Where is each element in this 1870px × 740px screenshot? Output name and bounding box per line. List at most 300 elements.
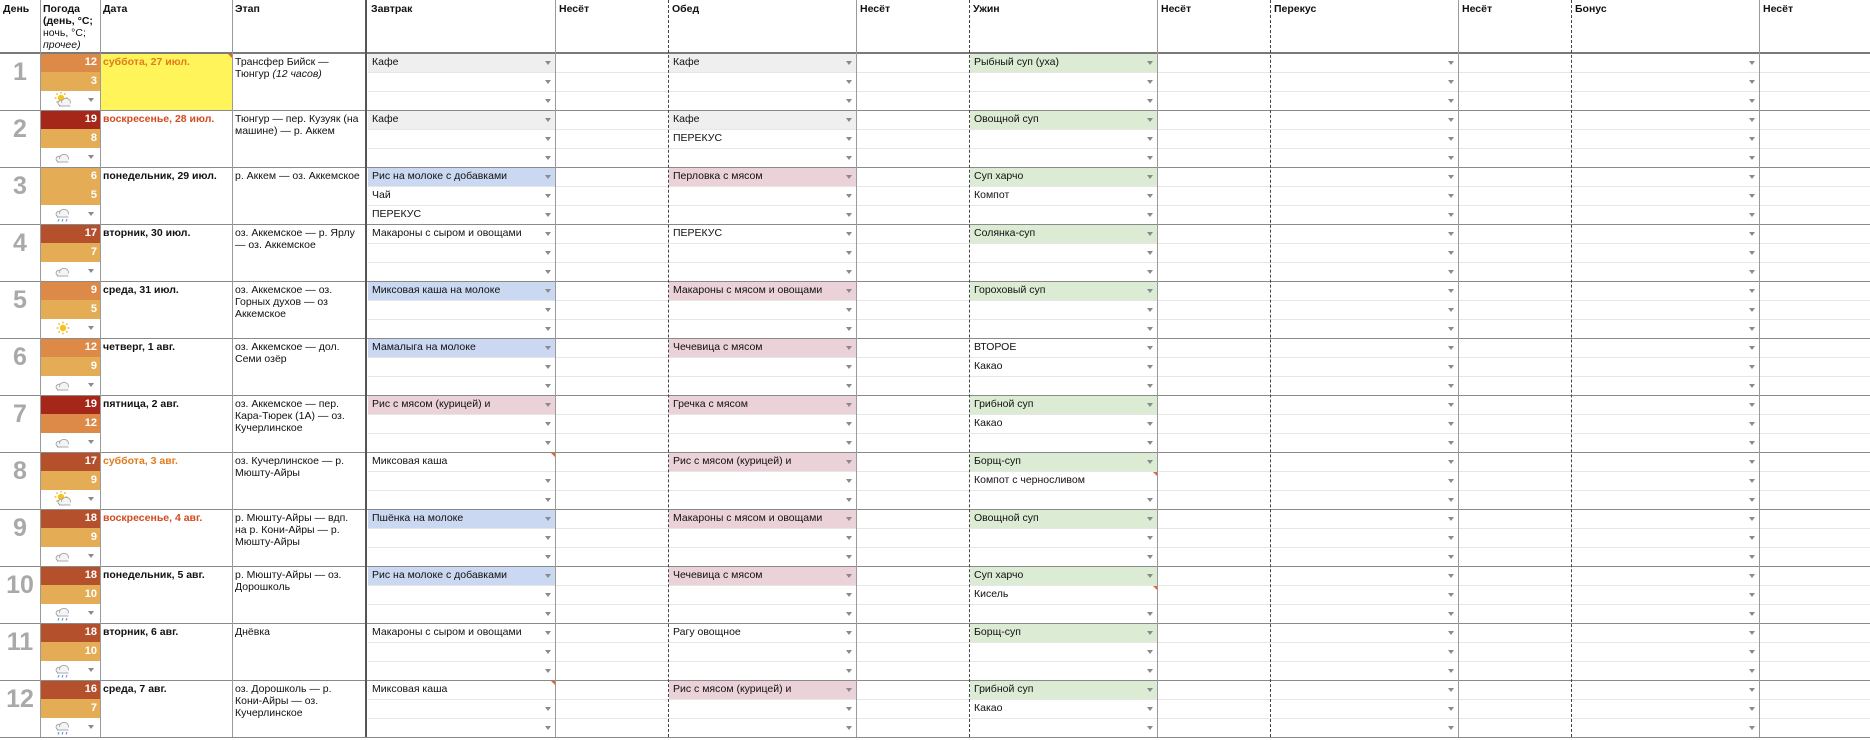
lunch-dish-cell[interactable] [669, 281, 856, 300]
bonus-dish-cell[interactable] [1572, 490, 1759, 509]
snack-dish-cell[interactable] [1271, 452, 1458, 471]
lunch-dish-cell[interactable] [669, 205, 856, 224]
dinner-dish-cell[interactable] [970, 433, 1157, 452]
dropdown-arrow-icon[interactable] [1147, 555, 1153, 559]
bonus-dish-cell[interactable] [1572, 281, 1759, 300]
breakfast-dish-cell[interactable] [368, 585, 555, 604]
dropdown-arrow-icon[interactable] [1147, 460, 1153, 464]
stage-cell[interactable] [232, 566, 364, 623]
night-temperature[interactable]: 9 [40, 528, 100, 547]
dropdown-arrow-icon[interactable] [1448, 422, 1454, 426]
lunch-carrier-cell[interactable] [857, 661, 969, 680]
night-temperature[interactable]: 10 [40, 642, 100, 661]
stage-cell[interactable] [232, 281, 364, 338]
breakfast-dish-cell[interactable] [368, 110, 555, 129]
bonus-carrier-cell[interactable] [1760, 414, 1870, 433]
snack-carrier-cell[interactable] [1459, 642, 1571, 661]
lunch-dish-cell[interactable] [669, 243, 856, 262]
bonus-dish-cell[interactable] [1572, 566, 1759, 585]
header-breakfast[interactable]: Завтрак [371, 3, 413, 15]
dropdown-arrow-icon[interactable] [1749, 479, 1755, 483]
snack-carrier-cell[interactable] [1459, 319, 1571, 338]
dropdown-arrow-icon[interactable] [1448, 479, 1454, 483]
bonus-dish-cell[interactable] [1572, 699, 1759, 718]
dropdown-arrow-icon[interactable] [545, 612, 551, 616]
breakfast-carrier-cell[interactable] [556, 528, 668, 547]
dropdown-arrow-icon[interactable] [1147, 517, 1153, 521]
lunch-carrier-cell[interactable] [857, 642, 969, 661]
bonus-dish-cell[interactable] [1572, 243, 1759, 262]
dropdown-arrow-icon[interactable] [1749, 403, 1755, 407]
bonus-dish-cell[interactable] [1572, 433, 1759, 452]
dropdown-arrow-icon[interactable] [846, 517, 852, 521]
snack-carrier-cell[interactable] [1459, 699, 1571, 718]
bonus-carrier-cell[interactable] [1760, 110, 1870, 129]
snack-dish-cell[interactable] [1271, 509, 1458, 528]
dinner-carrier-cell[interactable] [1158, 490, 1270, 509]
header-carries-4[interactable]: Несёт [1462, 3, 1493, 15]
snack-dish-cell[interactable] [1271, 262, 1458, 281]
dropdown-arrow-icon[interactable] [1147, 289, 1153, 293]
date-cell[interactable] [100, 680, 232, 737]
bonus-carrier-cell[interactable] [1760, 395, 1870, 414]
header-snack[interactable]: Перекус [1274, 3, 1317, 15]
dropdown-arrow-icon[interactable] [1749, 612, 1755, 616]
dinner-carrier-cell[interactable] [1158, 300, 1270, 319]
lunch-carrier-cell[interactable] [857, 509, 969, 528]
dropdown-arrow-icon[interactable] [1749, 441, 1755, 445]
breakfast-dish-cell[interactable] [368, 395, 555, 414]
snack-carrier-cell[interactable] [1459, 680, 1571, 699]
breakfast-dish-cell[interactable] [368, 718, 555, 737]
snack-dish-cell[interactable] [1271, 72, 1458, 91]
bonus-carrier-cell[interactable] [1760, 604, 1870, 623]
bonus-carrier-cell[interactable] [1760, 376, 1870, 395]
dinner-dish-cell[interactable] [970, 262, 1157, 281]
snack-dish-cell[interactable] [1271, 224, 1458, 243]
bonus-carrier-cell[interactable] [1760, 53, 1870, 72]
breakfast-dish-cell[interactable] [368, 224, 555, 243]
dinner-dish-cell[interactable] [970, 490, 1157, 509]
dinner-carrier-cell[interactable] [1158, 414, 1270, 433]
breakfast-dish-cell[interactable] [368, 547, 555, 566]
snack-carrier-cell[interactable] [1459, 338, 1571, 357]
dropdown-arrow-icon[interactable] [1749, 61, 1755, 65]
snack-carrier-cell[interactable] [1459, 148, 1571, 167]
bonus-carrier-cell[interactable] [1760, 585, 1870, 604]
snack-carrier-cell[interactable] [1459, 395, 1571, 414]
dropdown-arrow-icon[interactable] [1749, 555, 1755, 559]
dinner-dish-cell[interactable] [970, 205, 1157, 224]
dropdown-arrow-icon[interactable] [1749, 726, 1755, 730]
breakfast-carrier-cell[interactable] [556, 281, 668, 300]
dropdown-arrow-icon[interactable] [1749, 498, 1755, 502]
day-temperature[interactable]: 18 [40, 623, 100, 642]
snack-carrier-cell[interactable] [1459, 262, 1571, 281]
stage-cell[interactable] [232, 623, 364, 680]
bonus-carrier-cell[interactable] [1760, 243, 1870, 262]
dropdown-arrow-icon[interactable] [1147, 669, 1153, 673]
dropdown-arrow-icon[interactable] [1147, 707, 1153, 711]
breakfast-dish-cell[interactable] [368, 53, 555, 72]
night-temperature[interactable]: 12 [40, 414, 100, 433]
dropdown-arrow-icon[interactable] [846, 270, 852, 274]
stage-cell[interactable] [232, 167, 364, 224]
breakfast-carrier-cell[interactable] [556, 623, 668, 642]
dropdown-arrow-icon[interactable] [545, 156, 551, 160]
breakfast-carrier-cell[interactable] [556, 604, 668, 623]
weather-icon-cell[interactable] [40, 205, 100, 224]
snack-carrier-cell[interactable] [1459, 243, 1571, 262]
snack-dish-cell[interactable] [1271, 414, 1458, 433]
dinner-carrier-cell[interactable] [1158, 433, 1270, 452]
dropdown-arrow-icon[interactable] [846, 61, 852, 65]
breakfast-carrier-cell[interactable] [556, 452, 668, 471]
dinner-carrier-cell[interactable] [1158, 53, 1270, 72]
lunch-carrier-cell[interactable] [857, 471, 969, 490]
weather-icon-cell[interactable] [40, 604, 100, 623]
dropdown-arrow-icon[interactable] [1749, 327, 1755, 331]
breakfast-dish-cell[interactable] [368, 262, 555, 281]
stage-cell[interactable] [232, 452, 364, 509]
snack-dish-cell[interactable] [1271, 91, 1458, 110]
dropdown-arrow-icon[interactable] [1749, 99, 1755, 103]
dropdown-arrow-icon[interactable] [545, 118, 551, 122]
breakfast-carrier-cell[interactable] [556, 72, 668, 91]
snack-carrier-cell[interactable] [1459, 167, 1571, 186]
dropdown-arrow-icon[interactable] [545, 213, 551, 217]
bonus-carrier-cell[interactable] [1760, 452, 1870, 471]
lunch-dish-cell[interactable] [669, 585, 856, 604]
lunch-dish-cell[interactable] [669, 452, 856, 471]
lunch-carrier-cell[interactable] [857, 72, 969, 91]
breakfast-carrier-cell[interactable] [556, 300, 668, 319]
dropdown-arrow-icon[interactable] [846, 555, 852, 559]
day-temperature[interactable]: 6 [40, 167, 100, 186]
dropdown-arrow-icon[interactable] [1749, 137, 1755, 141]
lunch-dish-cell[interactable] [669, 395, 856, 414]
snack-dish-cell[interactable] [1271, 186, 1458, 205]
lunch-carrier-cell[interactable] [857, 376, 969, 395]
bonus-carrier-cell[interactable] [1760, 566, 1870, 585]
day-temperature[interactable]: 17 [40, 224, 100, 243]
dropdown-arrow-icon[interactable] [846, 232, 852, 236]
date-cell[interactable] [100, 110, 232, 167]
dropdown-arrow-icon[interactable] [1448, 61, 1454, 65]
day-temperature[interactable]: 17 [40, 452, 100, 471]
bonus-dish-cell[interactable] [1572, 718, 1759, 737]
dropdown-arrow-icon[interactable] [545, 232, 551, 236]
snack-dish-cell[interactable] [1271, 395, 1458, 414]
lunch-carrier-cell[interactable] [857, 528, 969, 547]
lunch-carrier-cell[interactable] [857, 547, 969, 566]
dropdown-arrow-icon[interactable] [545, 289, 551, 293]
snack-dish-cell[interactable] [1271, 585, 1458, 604]
dropdown-arrow-icon[interactable] [1448, 726, 1454, 730]
snack-carrier-cell[interactable] [1459, 53, 1571, 72]
lunch-carrier-cell[interactable] [857, 262, 969, 281]
breakfast-dish-cell[interactable] [368, 319, 555, 338]
dropdown-arrow-icon[interactable] [1448, 612, 1454, 616]
dinner-carrier-cell[interactable] [1158, 243, 1270, 262]
dropdown-arrow-icon[interactable] [1147, 726, 1153, 730]
dropdown-arrow-icon[interactable] [846, 612, 852, 616]
dropdown-arrow-icon[interactable] [1448, 517, 1454, 521]
date-cell[interactable] [100, 338, 232, 395]
dropdown-arrow-icon[interactable] [846, 422, 852, 426]
dropdown-arrow-icon[interactable] [1448, 308, 1454, 312]
dropdown-arrow-icon[interactable] [1448, 650, 1454, 654]
night-temperature[interactable]: 8 [40, 129, 100, 148]
stage-cell[interactable] [232, 509, 364, 566]
day-temperature[interactable]: 12 [40, 53, 100, 72]
lunch-dish-cell[interactable] [669, 167, 856, 186]
snack-carrier-cell[interactable] [1459, 585, 1571, 604]
dinner-dish-cell[interactable] [970, 281, 1157, 300]
dropdown-arrow-icon[interactable] [88, 326, 94, 330]
lunch-dish-cell[interactable] [669, 490, 856, 509]
snack-carrier-cell[interactable] [1459, 718, 1571, 737]
snack-carrier-cell[interactable] [1459, 224, 1571, 243]
dinner-carrier-cell[interactable] [1158, 566, 1270, 585]
breakfast-carrier-cell[interactable] [556, 224, 668, 243]
dropdown-arrow-icon[interactable] [1448, 175, 1454, 179]
dropdown-arrow-icon[interactable] [1448, 403, 1454, 407]
lunch-dish-cell[interactable] [669, 72, 856, 91]
dropdown-arrow-icon[interactable] [846, 536, 852, 540]
dropdown-arrow-icon[interactable] [1448, 669, 1454, 673]
snack-dish-cell[interactable] [1271, 319, 1458, 338]
dinner-carrier-cell[interactable] [1158, 642, 1270, 661]
lunch-dish-cell[interactable] [669, 91, 856, 110]
bonus-carrier-cell[interactable] [1760, 661, 1870, 680]
weather-icon-cell[interactable] [40, 148, 100, 167]
bonus-carrier-cell[interactable] [1760, 547, 1870, 566]
dinner-dish-cell[interactable] [970, 319, 1157, 338]
breakfast-dish-cell[interactable] [368, 357, 555, 376]
dropdown-arrow-icon[interactable] [88, 497, 94, 501]
dropdown-arrow-icon[interactable] [88, 269, 94, 273]
dinner-dish-cell[interactable] [970, 72, 1157, 91]
bonus-carrier-cell[interactable] [1760, 642, 1870, 661]
lunch-dish-cell[interactable] [669, 547, 856, 566]
dropdown-arrow-icon[interactable] [846, 688, 852, 692]
dropdown-arrow-icon[interactable] [1147, 118, 1153, 122]
lunch-dish-cell[interactable] [669, 471, 856, 490]
dinner-carrier-cell[interactable] [1158, 338, 1270, 357]
breakfast-dish-cell[interactable] [368, 452, 555, 471]
date-cell[interactable] [100, 281, 232, 338]
dropdown-arrow-icon[interactable] [545, 384, 551, 388]
dropdown-arrow-icon[interactable] [1147, 422, 1153, 426]
dropdown-arrow-icon[interactable] [846, 289, 852, 293]
snack-dish-cell[interactable] [1271, 357, 1458, 376]
dropdown-arrow-icon[interactable] [88, 440, 94, 444]
dinner-dish-cell[interactable] [970, 604, 1157, 623]
dropdown-arrow-icon[interactable] [1448, 555, 1454, 559]
dropdown-arrow-icon[interactable] [1147, 194, 1153, 198]
bonus-dish-cell[interactable] [1572, 300, 1759, 319]
dropdown-arrow-icon[interactable] [846, 175, 852, 179]
dropdown-arrow-icon[interactable] [846, 213, 852, 217]
dropdown-arrow-icon[interactable] [1448, 365, 1454, 369]
dinner-dish-cell[interactable] [970, 642, 1157, 661]
dropdown-arrow-icon[interactable] [1448, 536, 1454, 540]
lunch-carrier-cell[interactable] [857, 452, 969, 471]
breakfast-carrier-cell[interactable] [556, 547, 668, 566]
dropdown-arrow-icon[interactable] [846, 346, 852, 350]
dropdown-arrow-icon[interactable] [545, 346, 551, 350]
bonus-dish-cell[interactable] [1572, 623, 1759, 642]
dropdown-arrow-icon[interactable] [88, 212, 94, 216]
dropdown-arrow-icon[interactable] [1749, 308, 1755, 312]
breakfast-dish-cell[interactable] [368, 509, 555, 528]
breakfast-dish-cell[interactable] [368, 148, 555, 167]
lunch-carrier-cell[interactable] [857, 129, 969, 148]
dropdown-arrow-icon[interactable] [545, 707, 551, 711]
dropdown-arrow-icon[interactable] [1448, 137, 1454, 141]
dropdown-arrow-icon[interactable] [846, 194, 852, 198]
header-lunch[interactable]: Обед [672, 3, 700, 15]
bonus-dish-cell[interactable] [1572, 129, 1759, 148]
lunch-carrier-cell[interactable] [857, 148, 969, 167]
snack-dish-cell[interactable] [1271, 490, 1458, 509]
snack-carrier-cell[interactable] [1459, 357, 1571, 376]
dinner-dish-cell[interactable] [970, 718, 1157, 737]
dropdown-arrow-icon[interactable] [1448, 194, 1454, 198]
bonus-dish-cell[interactable] [1572, 528, 1759, 547]
bonus-dish-cell[interactable] [1572, 509, 1759, 528]
lunch-dish-cell[interactable] [669, 699, 856, 718]
dropdown-arrow-icon[interactable] [1448, 289, 1454, 293]
dropdown-arrow-icon[interactable] [846, 593, 852, 597]
snack-carrier-cell[interactable] [1459, 281, 1571, 300]
dinner-carrier-cell[interactable] [1158, 528, 1270, 547]
breakfast-dish-cell[interactable] [368, 642, 555, 661]
dinner-dish-cell[interactable] [970, 357, 1157, 376]
lunch-dish-cell[interactable] [669, 509, 856, 528]
dinner-dish-cell[interactable] [970, 53, 1157, 72]
snack-carrier-cell[interactable] [1459, 72, 1571, 91]
lunch-dish-cell[interactable] [669, 433, 856, 452]
dropdown-arrow-icon[interactable] [1749, 669, 1755, 673]
day-temperature[interactable]: 19 [40, 395, 100, 414]
dinner-dish-cell[interactable] [970, 186, 1157, 205]
dropdown-arrow-icon[interactable] [1749, 688, 1755, 692]
dropdown-arrow-icon[interactable] [1749, 536, 1755, 540]
dropdown-arrow-icon[interactable] [1749, 593, 1755, 597]
lunch-dish-cell[interactable] [669, 642, 856, 661]
breakfast-dish-cell[interactable] [368, 680, 555, 699]
dropdown-arrow-icon[interactable] [88, 554, 94, 558]
weather-icon-cell[interactable] [40, 547, 100, 566]
breakfast-dish-cell[interactable] [368, 376, 555, 395]
dinner-carrier-cell[interactable] [1158, 623, 1270, 642]
dropdown-arrow-icon[interactable] [1147, 574, 1153, 578]
breakfast-carrier-cell[interactable] [556, 395, 668, 414]
dinner-dish-cell[interactable] [970, 110, 1157, 129]
header-carries-2[interactable]: Несёт [860, 3, 891, 15]
dropdown-arrow-icon[interactable] [88, 98, 94, 102]
stage-cell[interactable] [232, 680, 364, 737]
snack-carrier-cell[interactable] [1459, 91, 1571, 110]
lunch-carrier-cell[interactable] [857, 414, 969, 433]
dropdown-arrow-icon[interactable] [1749, 574, 1755, 578]
stage-cell[interactable] [232, 110, 364, 167]
dropdown-arrow-icon[interactable] [1448, 631, 1454, 635]
snack-carrier-cell[interactable] [1459, 547, 1571, 566]
bonus-carrier-cell[interactable] [1760, 490, 1870, 509]
bonus-dish-cell[interactable] [1572, 110, 1759, 129]
dropdown-arrow-icon[interactable] [846, 118, 852, 122]
breakfast-carrier-cell[interactable] [556, 110, 668, 129]
lunch-carrier-cell[interactable] [857, 319, 969, 338]
lunch-carrier-cell[interactable] [857, 433, 969, 452]
bonus-dish-cell[interactable] [1572, 642, 1759, 661]
breakfast-carrier-cell[interactable] [556, 509, 668, 528]
dropdown-arrow-icon[interactable] [1147, 99, 1153, 103]
breakfast-dish-cell[interactable] [368, 300, 555, 319]
lunch-dish-cell[interactable] [669, 53, 856, 72]
bonus-carrier-cell[interactable] [1760, 262, 1870, 281]
dropdown-arrow-icon[interactable] [88, 725, 94, 729]
dropdown-arrow-icon[interactable] [545, 441, 551, 445]
dropdown-arrow-icon[interactable] [846, 498, 852, 502]
snack-carrier-cell[interactable] [1459, 471, 1571, 490]
dinner-dish-cell[interactable] [970, 148, 1157, 167]
breakfast-dish-cell[interactable] [368, 186, 555, 205]
date-cell[interactable] [100, 566, 232, 623]
dinner-carrier-cell[interactable] [1158, 509, 1270, 528]
dropdown-arrow-icon[interactable] [846, 80, 852, 84]
dropdown-arrow-icon[interactable] [1749, 156, 1755, 160]
lunch-dish-cell[interactable] [669, 338, 856, 357]
lunch-carrier-cell[interactable] [857, 91, 969, 110]
lunch-carrier-cell[interactable] [857, 186, 969, 205]
dropdown-arrow-icon[interactable] [1448, 327, 1454, 331]
breakfast-dish-cell[interactable] [368, 167, 555, 186]
breakfast-carrier-cell[interactable] [556, 414, 668, 433]
dropdown-arrow-icon[interactable] [846, 137, 852, 141]
bonus-carrier-cell[interactable] [1760, 319, 1870, 338]
dropdown-arrow-icon[interactable] [1448, 593, 1454, 597]
dropdown-arrow-icon[interactable] [1749, 213, 1755, 217]
dropdown-arrow-icon[interactable] [1749, 118, 1755, 122]
breakfast-carrier-cell[interactable] [556, 148, 668, 167]
bonus-carrier-cell[interactable] [1760, 528, 1870, 547]
snack-carrier-cell[interactable] [1459, 623, 1571, 642]
snack-dish-cell[interactable] [1271, 661, 1458, 680]
night-temperature[interactable]: 9 [40, 357, 100, 376]
dropdown-arrow-icon[interactable] [846, 251, 852, 255]
dropdown-arrow-icon[interactable] [846, 707, 852, 711]
snack-dish-cell[interactable] [1271, 243, 1458, 262]
dropdown-arrow-icon[interactable] [1448, 460, 1454, 464]
dropdown-arrow-icon[interactable] [1147, 384, 1153, 388]
dropdown-arrow-icon[interactable] [545, 479, 551, 483]
dropdown-arrow-icon[interactable] [846, 631, 852, 635]
lunch-carrier-cell[interactable] [857, 53, 969, 72]
header-weather[interactable]: Погода (день, °С; ночь, °С; прочее) [43, 3, 93, 51]
dinner-carrier-cell[interactable] [1158, 395, 1270, 414]
dropdown-arrow-icon[interactable] [1147, 688, 1153, 692]
night-temperature[interactable]: 9 [40, 471, 100, 490]
dropdown-arrow-icon[interactable] [1147, 498, 1153, 502]
dropdown-arrow-icon[interactable] [1448, 688, 1454, 692]
breakfast-carrier-cell[interactable] [556, 699, 668, 718]
bonus-dish-cell[interactable] [1572, 680, 1759, 699]
dinner-carrier-cell[interactable] [1158, 205, 1270, 224]
